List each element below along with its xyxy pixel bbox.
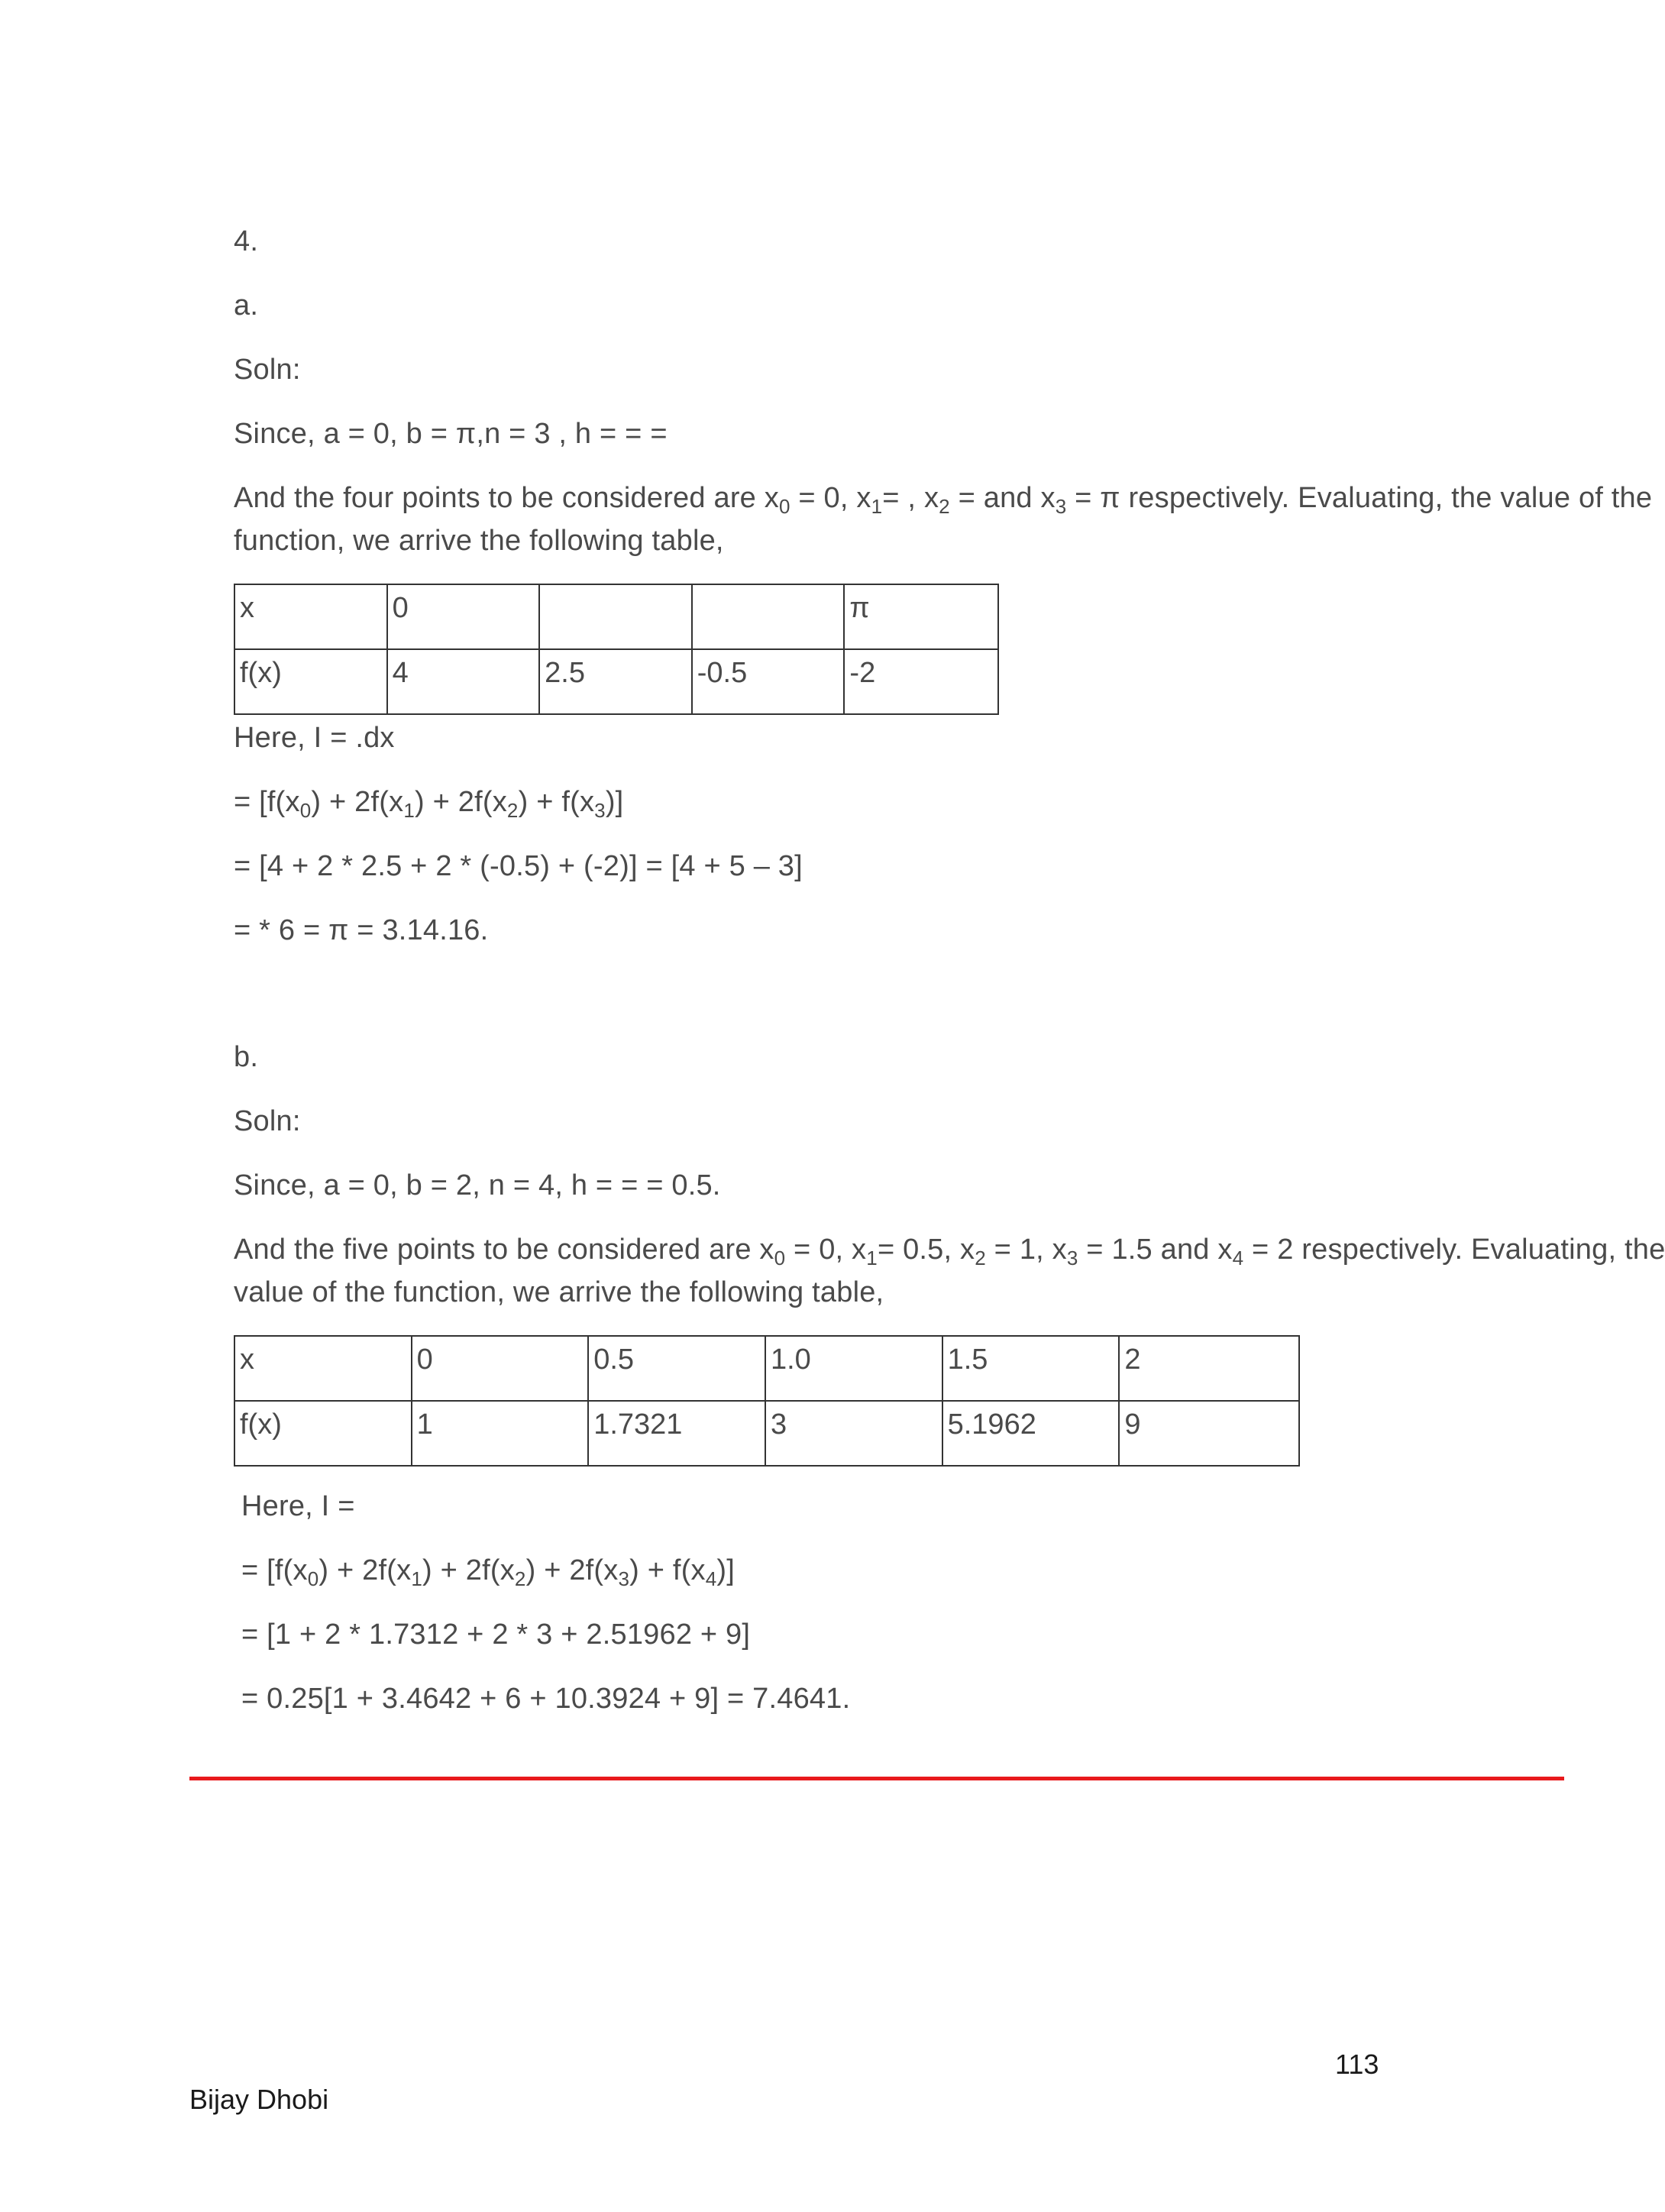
table-cell: 4 — [387, 649, 540, 714]
part-a-equation-3: = * 6 = π = 3.14.16. — [234, 914, 489, 946]
table-row — [234, 1401, 1299, 1466]
table-cell: 1 — [412, 1401, 589, 1466]
table-cell: 0 — [412, 1336, 589, 1401]
question-number: 4. — [234, 225, 259, 257]
part-b-here: Here, I = — [241, 1490, 355, 1522]
table-row — [234, 584, 998, 649]
table-cell: 2 — [1119, 1336, 1299, 1401]
footer-red-rule — [189, 1777, 1564, 1780]
table-cell: 9 — [1119, 1401, 1299, 1466]
table-cell: x — [234, 584, 387, 649]
table-row — [234, 649, 998, 714]
part-a-intro-line1: And the four points to be considered are $x_0 = 0$, $x_1=$ , $x_2$ = and $x_3 = \pi$ respectively. Evaluating, the value of the — [234, 482, 1653, 518]
table-cell: 3 — [765, 1401, 942, 1466]
part-a-label: a. — [234, 289, 259, 322]
table-cell: 1.0 — [765, 1336, 942, 1401]
table-cell: 1.5 — [942, 1336, 1120, 1401]
part-b-label: b. — [234, 1041, 259, 1073]
part-b-equation-2: = [1 + 2 * 1.7312 + 2 * 3 + 2.51962 + 9] — [241, 1619, 751, 1651]
table-cell: π — [844, 584, 998, 649]
table-cell: f(x) — [234, 649, 387, 714]
part-b-equation-3: = 0.25[1 + 3.4642 + 6 + 10.3924 + 9] = 7.4641. — [241, 1683, 851, 1715]
table-cell: x — [234, 1336, 412, 1401]
table-cell: 0.5 — [588, 1336, 765, 1401]
part-a-equation-2: = [4 + 2 * 2.5 + 2 * (-0.5) + (-2)] = [4 + 5 – 3] — [234, 850, 803, 882]
part-b-value-table — [234, 1335, 1300, 1467]
part-b-intro-line1: And the five points to be considered are $x_0 = 0$, $x_1= 0.5$, $x_2 = 1$, $x_3 = 1.5$ and $x_4 = 2$ respectively. Evaluating, the — [234, 1234, 1665, 1269]
part-b-since: Since, a = 0, b = 2, n = 4, h = = = 0.5. — [234, 1169, 721, 1201]
table-row — [234, 1336, 1299, 1401]
part-a-since: Since, a = 0, b = π,n = 3 , h = = = — [234, 418, 668, 450]
table-cell: -0.5 — [692, 649, 845, 714]
table-cell — [539, 584, 692, 649]
part-a-here: Here, I = .dx — [234, 722, 395, 754]
table-cell — [692, 584, 845, 649]
table-cell: 2.5 — [539, 649, 692, 714]
part-a-soln: Soln: — [234, 354, 301, 386]
part-a-intro-line2: function, we arrive the following table, — [234, 525, 724, 557]
author-name: Bijay Dhobi — [189, 2084, 329, 2115]
part-b-intro-line2: value of the function, we arrive the following table, — [234, 1276, 884, 1308]
part-a-equation-1: = $[f(x_0) + 2f(x_1) + 2f(x_2) + f(x_3)]$ — [234, 786, 624, 822]
table-cell: f(x) — [234, 1401, 412, 1466]
page-number: 113 — [1335, 2049, 1379, 2080]
table-cell: 5.1962 — [942, 1401, 1120, 1466]
table-cell: -2 — [844, 649, 998, 714]
table-cell: 1.7321 — [588, 1401, 765, 1466]
part-b-equation-1: = $[f(x_0) + 2f(x_1) + 2f(x_2) + 2f(x_3) + f(x_4)]$ — [241, 1554, 736, 1590]
part-b-soln: Soln: — [234, 1105, 301, 1137]
part-a-value-table — [234, 584, 999, 715]
table-cell: 0 — [387, 584, 540, 649]
